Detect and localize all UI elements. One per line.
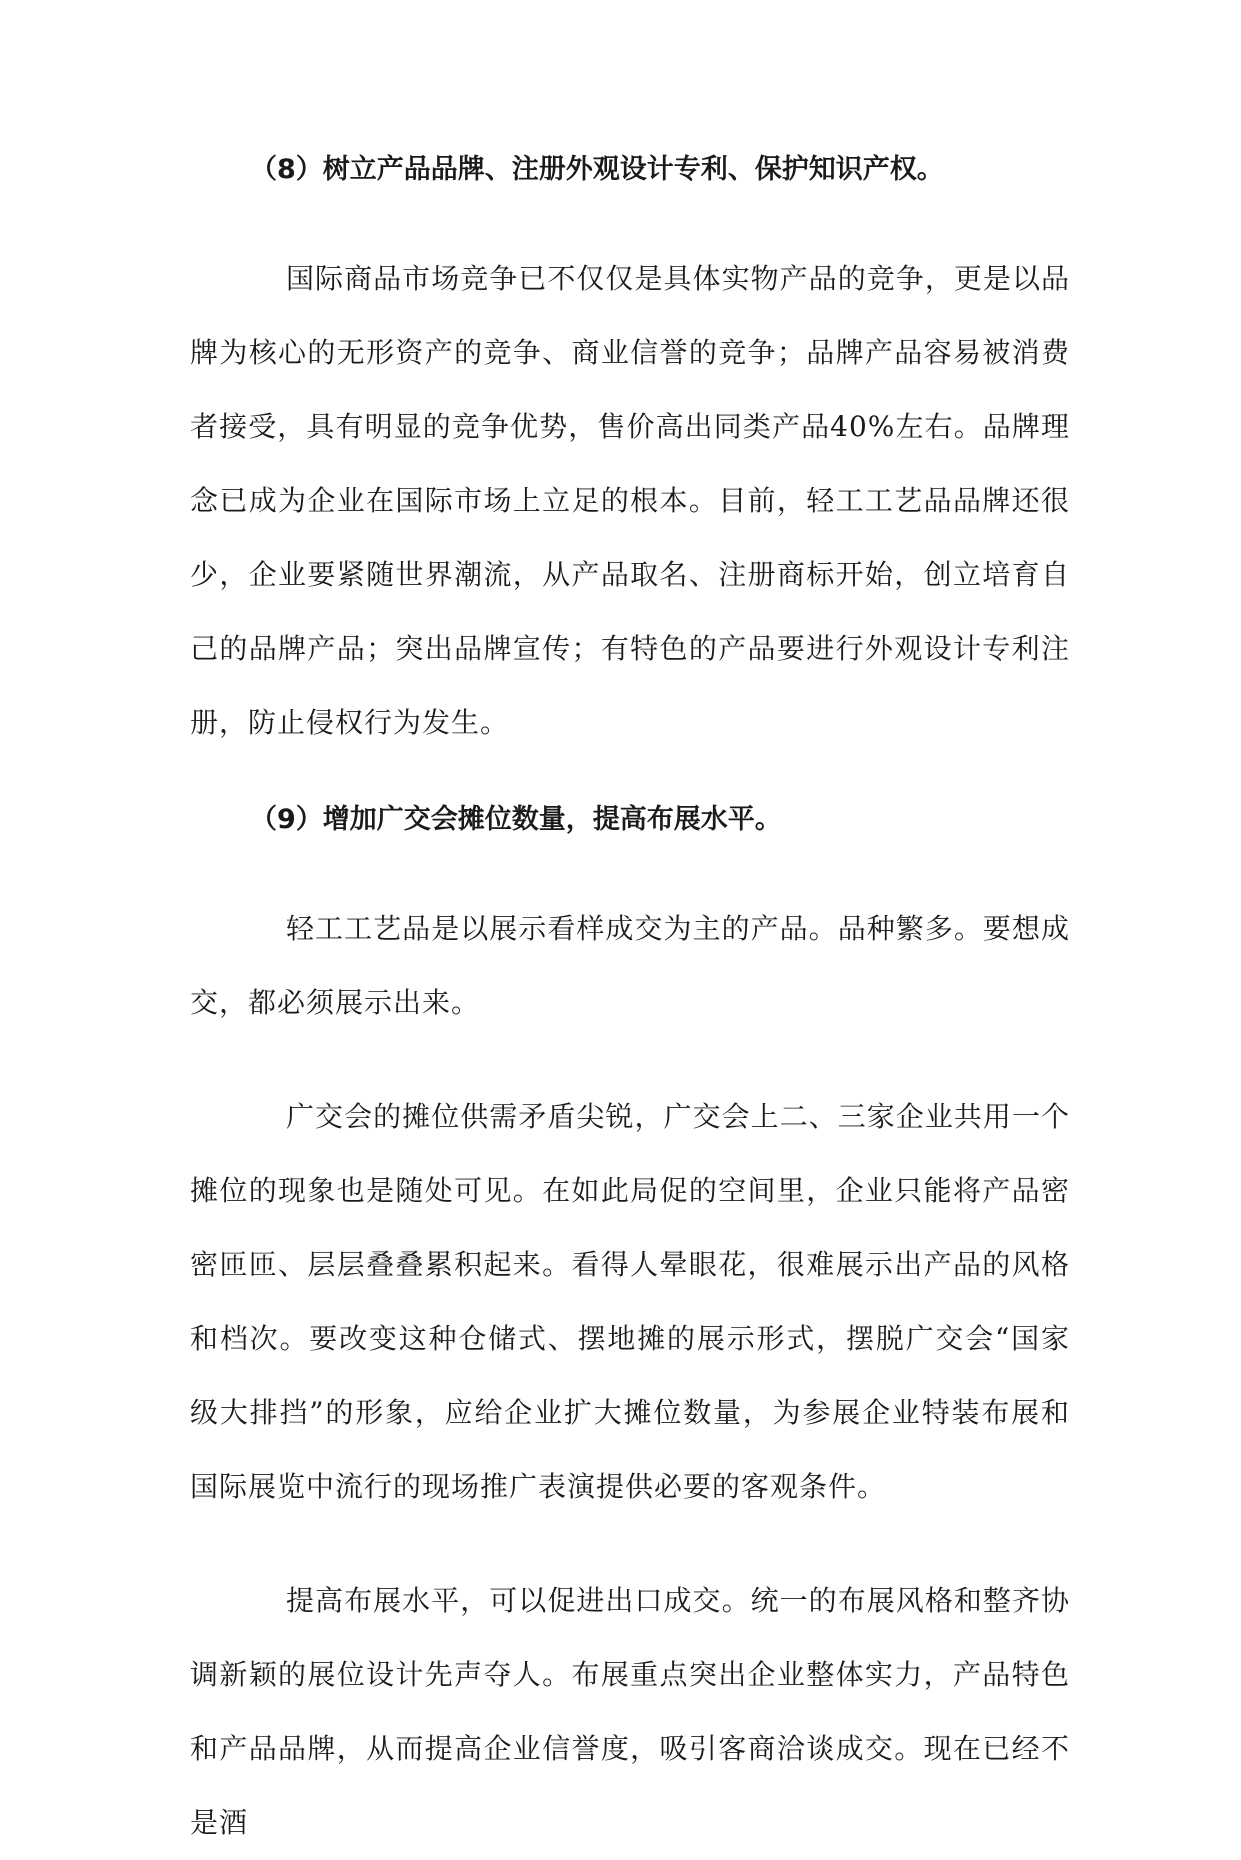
section-heading: （8）树立产品品牌、注册外观设计专利、保护知识产权。 — [250, 154, 944, 185]
paragraph: 轻工工艺品是以展示看样成交为主的产品。品种繁多。要想成交，都必须展示出来。 — [190, 912, 1070, 1019]
section-heading: （9）增加广交会摊位数量，提高布展水平。 — [250, 804, 782, 835]
paragraph: 提高布展水平，可以促进出口成交。统一的布展风格和整齐协调新颖的展位设计先声夺人。布展重点突出企业整体实力，产品特色和产品品牌，从而提高企业信誉度，吸引客商洽谈成交。现在已经不是酒 — [190, 1584, 1070, 1839]
section-9 — [190, 800, 1070, 1860]
paragraph: 国际商品市场竞争已不仅仅是具体实物产品的竞争，更是以品牌为核心的无形资产的竞争、商业信誉的竞争；品牌产品容易被消费者接受，具有明显的竞争优势，售价高出同类产品40%左右。品牌理念已成为企业在国际市场上立足的根本。目前，轻工工艺品品牌还很少，企业要紧随世界潮流，从产品取名、注册商标开始，创立培育自己的品牌产品；突出品牌宣传；有特色的产品要进行外观设计专利注册，防止侵权行为发生。 — [190, 262, 1070, 739]
paragraph: 广交会的摊位供需矛盾尖锐，广交会上二、三家企业共用一个摊位的现象也是随处可见。在如此局促的空间里，企业只能将产品密密匝匝、层层叠叠累积起来。看得人晕眼花，很难展示出产品的风格和档次。要改变这种仓储式、摆地摊的展示形式，摆脱广交会“国家级大排挡”的形象，应给企业扩大摊位数量，为参展企业特装布展和国际展览中流行的现场推广表演提供必要的客观条件。 — [190, 1100, 1070, 1503]
document-page — [190, 150, 1070, 1860]
section-8 — [190, 150, 1070, 760]
